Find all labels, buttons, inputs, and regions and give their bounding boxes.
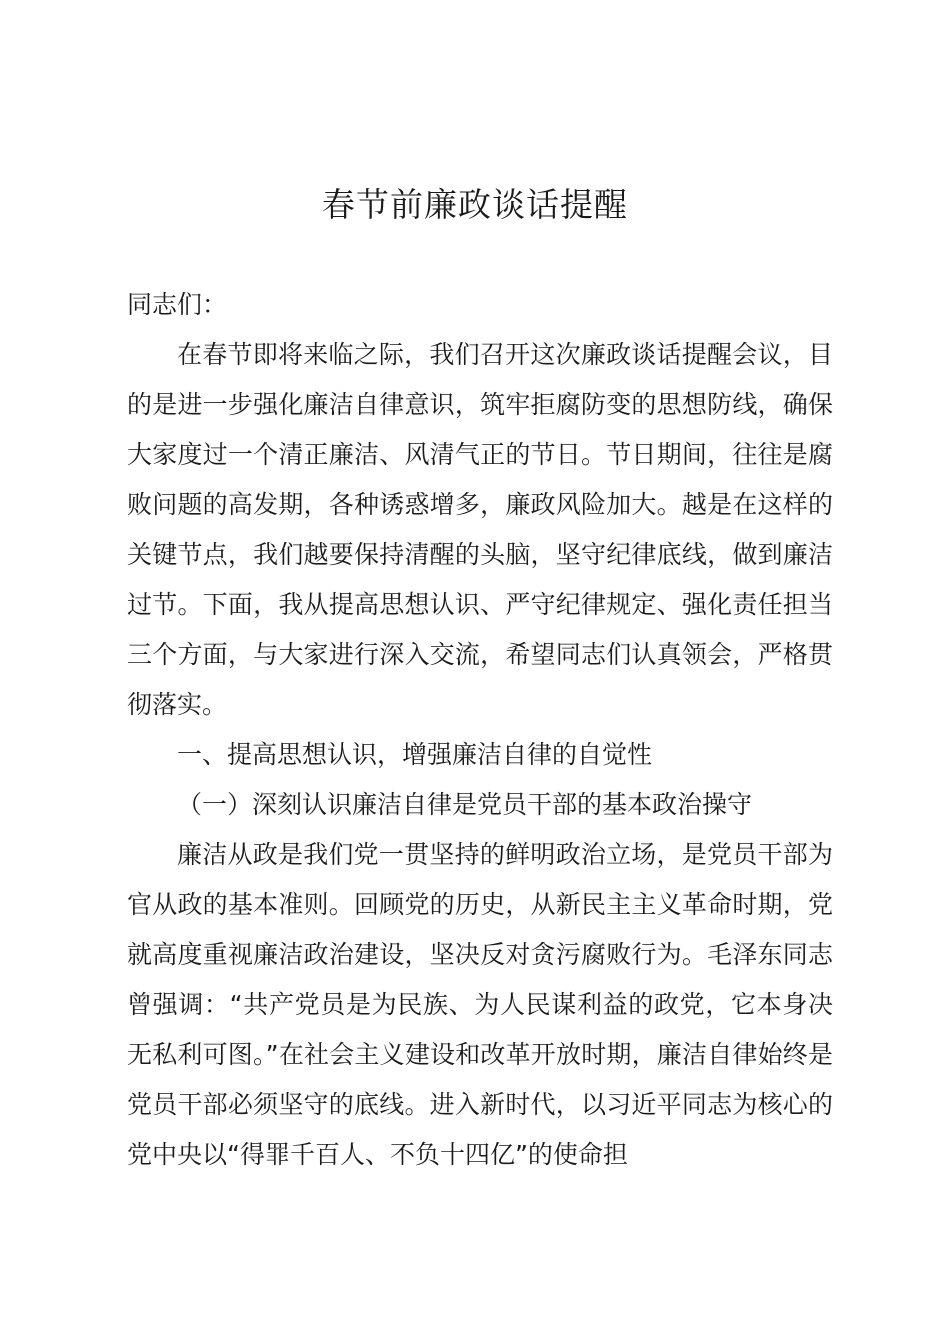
intro-paragraph: 在春节即将来临之际，我们召开这次廉政谈话提醒会议，目的是进一步强化廉洁自律意识，筑牢拒腐防变的思想防线，确保大家度过一个清正廉洁、风清气正的节日。节日期间，往往是腐败问题的高发期，各种诱惑增多，廉政风险加大。越是在这样的关键节点，我们越要保持清醒的头脑，坚守纪律底线，做到廉洁过节。下面，我从提高思想认识、严守纪律规定、强化责任担当三个方面，与大家进行深入交流，希望同志们认真领会，严格贯彻落实。 <box>127 340 833 719</box>
subsection-heading-1-1: （一）深刻认识廉洁自律是党员干部的基本政治操守 <box>177 790 753 819</box>
body-paragraph: 廉洁从政是我们党一贯坚持的鲜明政治立场，是党员干部为官从政的基本准则。回顾党的历史，从新民主主义革命时期，党就高度重视廉洁政治建设，坚决反对贪污腐败行为。毛泽东同志曾强调：“共产党员是为民族、为人民谋利益的政党，它本身决无私利可图。”在社会主义建设和改革开放时期，廉洁自律始终是党员干部必须坚守的底线。进入新时代，以习近平同志为核心的党中央以“得罪千百人、不负十四亿”的使命担 <box>127 840 833 1169</box>
document-title: 春节前廉政谈话提醒 <box>322 185 628 224</box>
document-body <box>127 280 833 1180</box>
section-heading-1: 一、提高思想认识，增强廉洁自律的自觉性 <box>177 740 653 769</box>
greeting-line: 同志们： <box>127 290 228 319</box>
